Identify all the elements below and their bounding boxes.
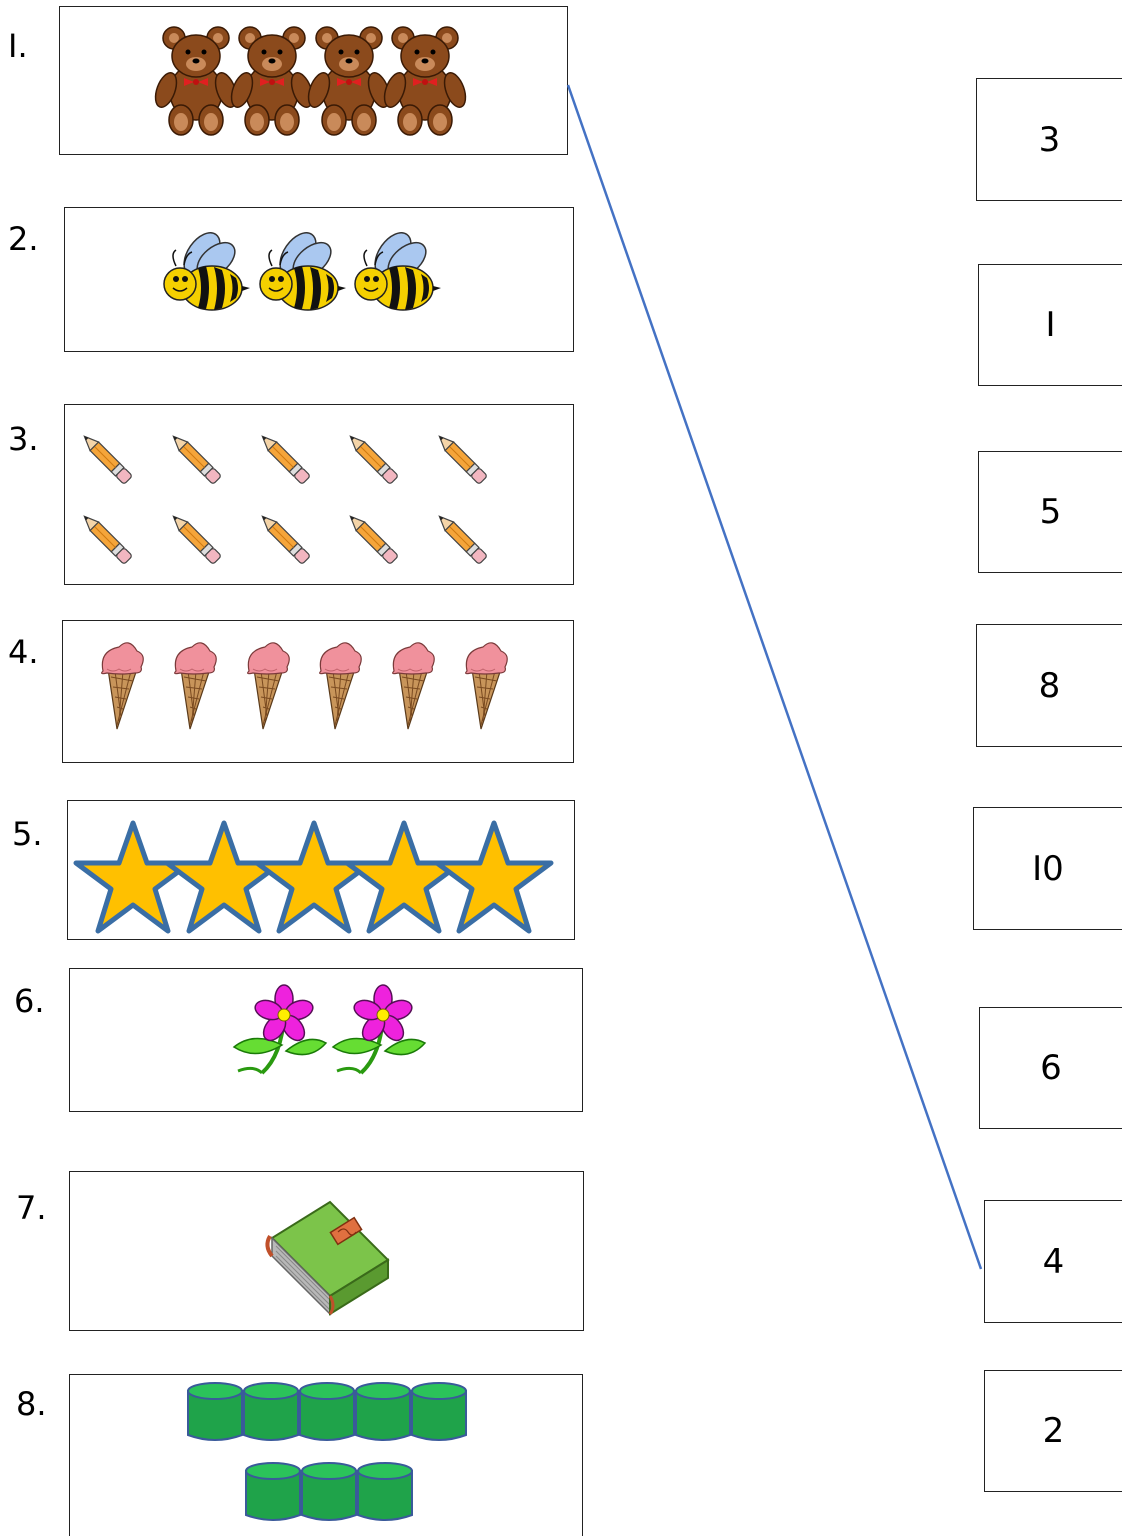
cylinder-icon bbox=[356, 1383, 410, 1440]
cylinder-icon bbox=[244, 1383, 298, 1440]
pencil-icon bbox=[258, 432, 310, 484]
answer-box-2[interactable]: I bbox=[978, 264, 1122, 386]
ice-cream-icon bbox=[248, 643, 290, 729]
teddy-bear-icon bbox=[380, 27, 469, 135]
star-icon bbox=[347, 823, 461, 931]
picture-box-2[interactable] bbox=[64, 207, 574, 352]
cylinder-icon bbox=[188, 1383, 242, 1440]
pencil-icon bbox=[435, 512, 487, 564]
cylinder-icon bbox=[300, 1383, 354, 1440]
bee-icon bbox=[260, 226, 346, 310]
pencil-icon bbox=[346, 512, 398, 564]
question-number-4: 4. bbox=[8, 633, 39, 671]
bee-icon bbox=[355, 226, 441, 310]
teddy-bear-icon bbox=[227, 27, 316, 135]
ice-cream-icon bbox=[466, 643, 508, 729]
question-number-5: 5. bbox=[12, 815, 43, 853]
question-number-6: 6. bbox=[14, 982, 45, 1020]
bee-icon bbox=[164, 226, 250, 310]
teddy-bear-icon bbox=[151, 27, 240, 135]
ice-cream-icon bbox=[175, 643, 217, 729]
pencil-icon bbox=[169, 432, 221, 484]
flower-icon bbox=[333, 985, 425, 1073]
star-icon bbox=[76, 823, 190, 931]
pencil-icon bbox=[435, 432, 487, 484]
answer-box-4[interactable]: 8 bbox=[976, 624, 1122, 747]
match-line-q1-to-4 bbox=[568, 85, 981, 1269]
cylinder-icon bbox=[246, 1463, 300, 1520]
ice-cream-icon bbox=[320, 643, 362, 729]
picture-box-5[interactable] bbox=[67, 800, 575, 940]
ice-cream-icon bbox=[102, 643, 144, 729]
answer-box-7[interactable]: 4 bbox=[984, 1200, 1122, 1323]
cylinder-icon bbox=[358, 1463, 412, 1520]
pencil-icon bbox=[80, 512, 132, 564]
question-number-1: I. bbox=[8, 27, 28, 65]
question-number-3: 3. bbox=[8, 420, 39, 458]
answer-box-3[interactable]: 5 bbox=[978, 451, 1122, 573]
cylinder-icon bbox=[302, 1463, 356, 1520]
answer-box-8[interactable]: 2 bbox=[984, 1370, 1122, 1492]
ice-cream-icon bbox=[393, 643, 435, 729]
picture-box-3[interactable] bbox=[64, 404, 574, 585]
answer-box-5[interactable]: I0 bbox=[973, 807, 1122, 930]
picture-box-1[interactable] bbox=[59, 6, 568, 155]
flower-icon bbox=[234, 985, 326, 1073]
answer-box-1[interactable]: 3 bbox=[976, 78, 1122, 201]
cylinder-icon bbox=[412, 1383, 466, 1440]
pencil-icon bbox=[346, 432, 398, 484]
star-icon bbox=[257, 823, 371, 931]
picture-box-4[interactable] bbox=[62, 620, 574, 763]
pencil-icon bbox=[169, 512, 221, 564]
pencil-icon bbox=[80, 432, 132, 484]
pencil-icon bbox=[258, 512, 310, 564]
picture-box-7[interactable] bbox=[69, 1171, 584, 1331]
teddy-bear-group bbox=[60, 7, 569, 156]
picture-box-8[interactable] bbox=[69, 1374, 583, 1536]
question-number-7: 7. bbox=[16, 1189, 47, 1227]
answer-box-6[interactable]: 6 bbox=[979, 1007, 1122, 1129]
star-icon bbox=[437, 823, 551, 931]
picture-box-6[interactable] bbox=[69, 968, 583, 1112]
book-icon bbox=[267, 1202, 388, 1314]
teddy-bear-icon bbox=[304, 27, 393, 135]
question-number-8: 8. bbox=[16, 1385, 47, 1423]
star-icon bbox=[167, 823, 281, 931]
question-number-2: 2. bbox=[8, 220, 39, 258]
